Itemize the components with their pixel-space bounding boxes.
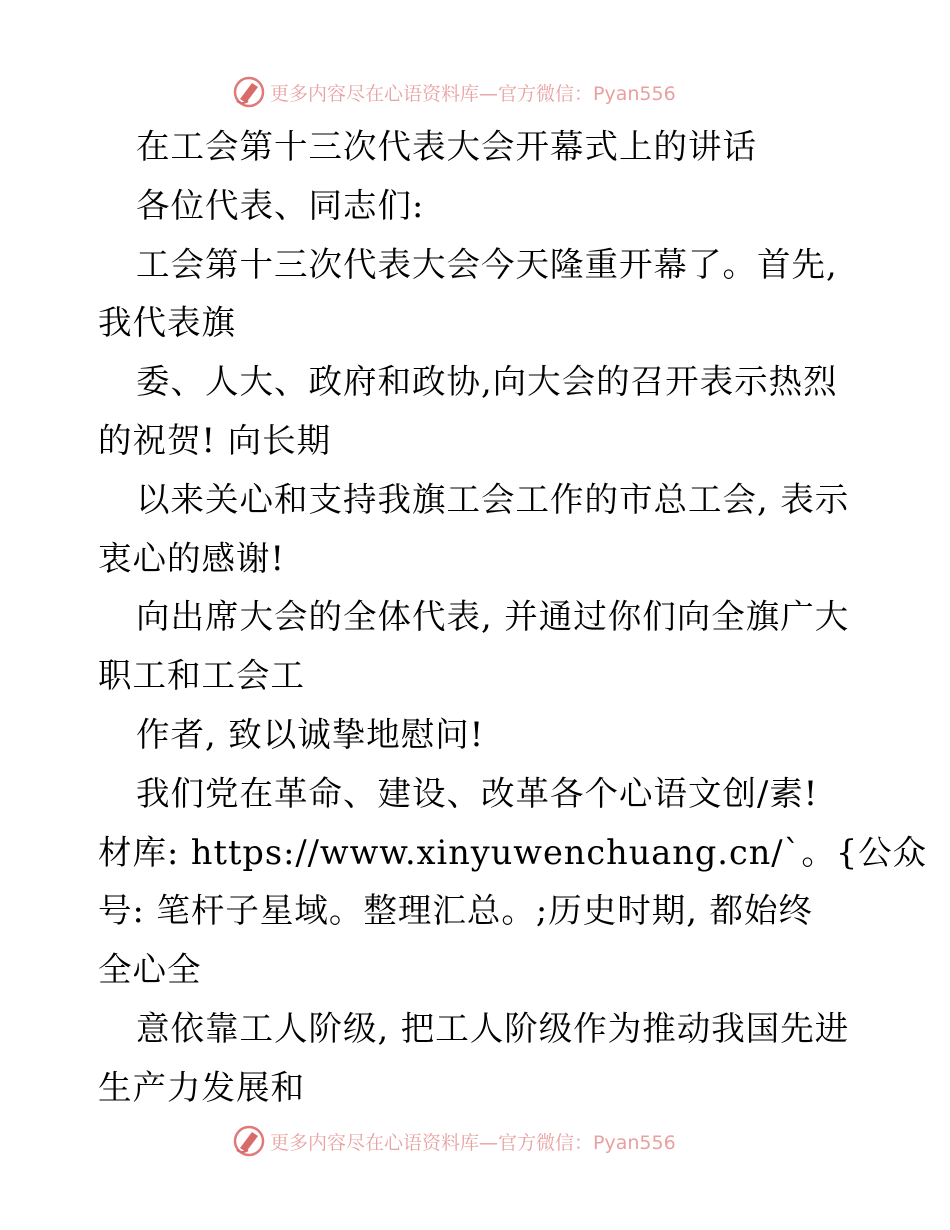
footer-banner — [232, 1121, 676, 1161]
doc-line: 各位代表、同志们: — [136, 185, 425, 225]
document-body — [98, 118, 928, 1118]
doc-line: 职工和工会工 — [98, 656, 305, 696]
doc-line: 全心全 — [98, 950, 202, 990]
footer-banner-text: 更多内容尽在心语资料库—官方微信：Pyan556 — [270, 1131, 676, 1154]
header-banner-text: 更多内容尽在心语资料库—官方微信：Pyan556 — [270, 82, 676, 105]
doc-title: 在工会第十三次代表大会开幕式上的讲话 — [136, 127, 757, 166]
pen-nib-logo-icon — [232, 1124, 266, 1158]
pen-nib-logo-icon — [232, 75, 266, 109]
doc-line: 的祝贺! 向长期 — [98, 420, 332, 460]
doc-line: 工会第十三次代表大会今天隆重开幕了。首先, — [136, 244, 838, 284]
doc-line: 意依靠工人阶级, 把工人阶级作为推动我国先进 — [136, 1008, 850, 1048]
doc-line: 材库: https://www.xinyuwenchuang.cn/`。{公众 — [98, 832, 928, 872]
header-banner — [232, 72, 676, 112]
doc-line: 生产力发展和 — [98, 1067, 305, 1107]
doc-line: 作者, 致以诚挚地慰问! — [136, 714, 485, 754]
doc-line: 我代表旗 — [98, 303, 236, 343]
doc-line: 我们党在革命、建设、改革各个心语文创/素! — [136, 773, 819, 813]
doc-line: 衷心的感谢! — [98, 538, 285, 578]
doc-line: 号: 笔杆子星域。整理汇总。;历史时期, 都始终 — [98, 891, 814, 931]
doc-line: 委、人大、政府和政协,向大会的召开表示热烈 — [136, 362, 838, 402]
doc-line: 以来关心和支持我旗工会工作的市总工会, 表示 — [136, 479, 850, 519]
doc-line: 向出席大会的全体代表, 并通过你们向全旗广大 — [136, 597, 850, 637]
